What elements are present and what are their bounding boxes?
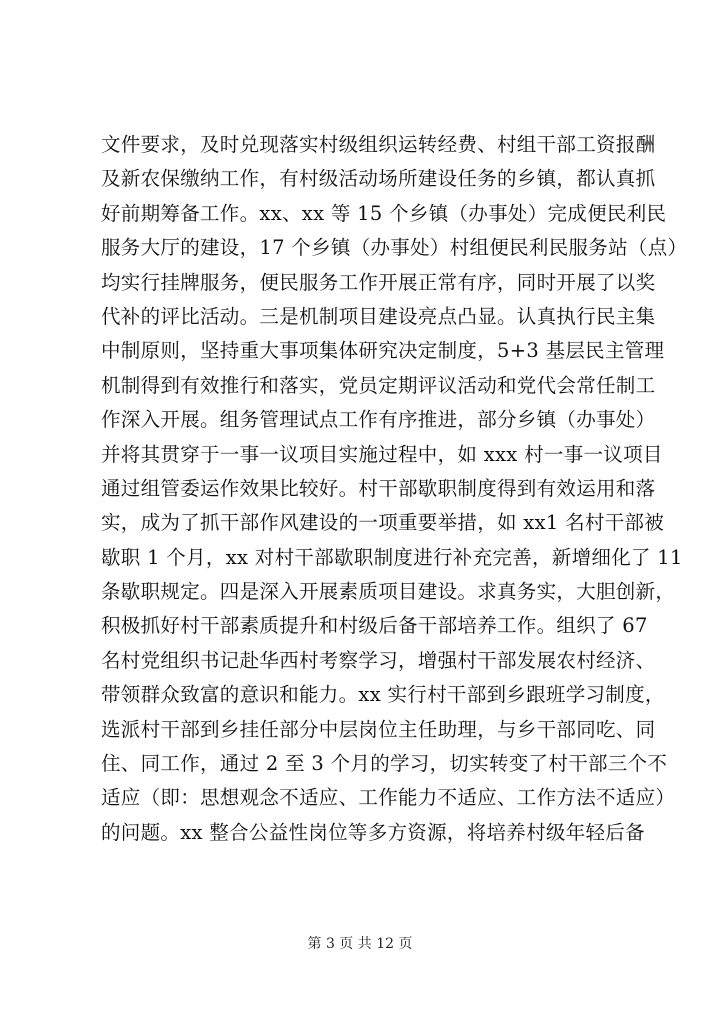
page-number-footer: 第 3 页 共 12 页 — [307, 936, 413, 952]
text-line: 积极抓好村干部素质提升和村级后备干部培养工作。组织了 67 — [101, 614, 648, 638]
text-line: 歇职 1 个月，xx 对村干部歇职制度进行补充完善，新增细化了 11 — [101, 545, 683, 569]
text-line: 及新农保缴纳工作，有村级活动场所建设任务的乡镇，都认真抓 — [101, 167, 656, 191]
text-line: 的问题。xx 整合公益性岗位等多方资源，将培养村级年轻后备 — [101, 820, 645, 844]
text-line: 中制原则，坚持重大事项集体研究决定制度，5+3 基层民主管理 — [101, 339, 665, 363]
text-line: 名村党组织书记赴华西村考察学习，增强村干部发展农村经济、 — [101, 648, 656, 672]
text-line: 选派村干部到乡挂任部分中层岗位主任助理，与乡干部同吃、同 — [101, 717, 656, 741]
text-line: 并将其贯穿于一事一议项目实施过程中，如 xxx 村一事一议项目 — [101, 442, 663, 466]
text-line: 条歇职规定。四是深入开展素质项目建设。求真务实，大胆创新， — [101, 580, 676, 604]
body-text — [101, 128, 688, 850]
text-line: 通过组管委运作效果比较好。村干部歇职制度得到有效运用和落 — [101, 476, 656, 500]
text-line: 文件要求，及时兑现落实村级组织运转经费、村组干部工资报酬 — [101, 133, 656, 156]
text-line: 代补的评比活动。三是机制项目建设亮点凸显。认真执行民主集 — [101, 304, 656, 328]
text-line: 实，成为了抓干部作风建设的一项重要举措，如 xx1 名村干部被 — [101, 511, 665, 535]
text-line: 作深入开展。组务管理试点工作有序推进，部分乡镇（办事处） — [101, 408, 656, 432]
text-line: 适应（即：思想观念不适应、工作能力不适应、工作方法不适应） — [101, 786, 676, 810]
text-line: 均实行挂牌服务，便民服务工作开展正常有序，同时开展了以奖 — [101, 270, 656, 294]
text-line: 带领群众致富的意识和能力。xx 实行村干部到乡跟班学习制度， — [101, 683, 665, 707]
text-line: 机制得到有效推行和落实，党员定期评议活动和党代会常任制工 — [101, 373, 656, 397]
text-line: 住、同工作，通过 2 至 3 个月的学习，切实转变了村干部三个不 — [101, 752, 668, 776]
text-line: 好前期筹备工作。xx、xx 等 15 个乡镇（办事处）完成便民利民 — [101, 201, 667, 225]
text-line: 服务大厅的建设，17 个乡镇（办事处）村组便民利民服务站（点） — [101, 236, 688, 260]
